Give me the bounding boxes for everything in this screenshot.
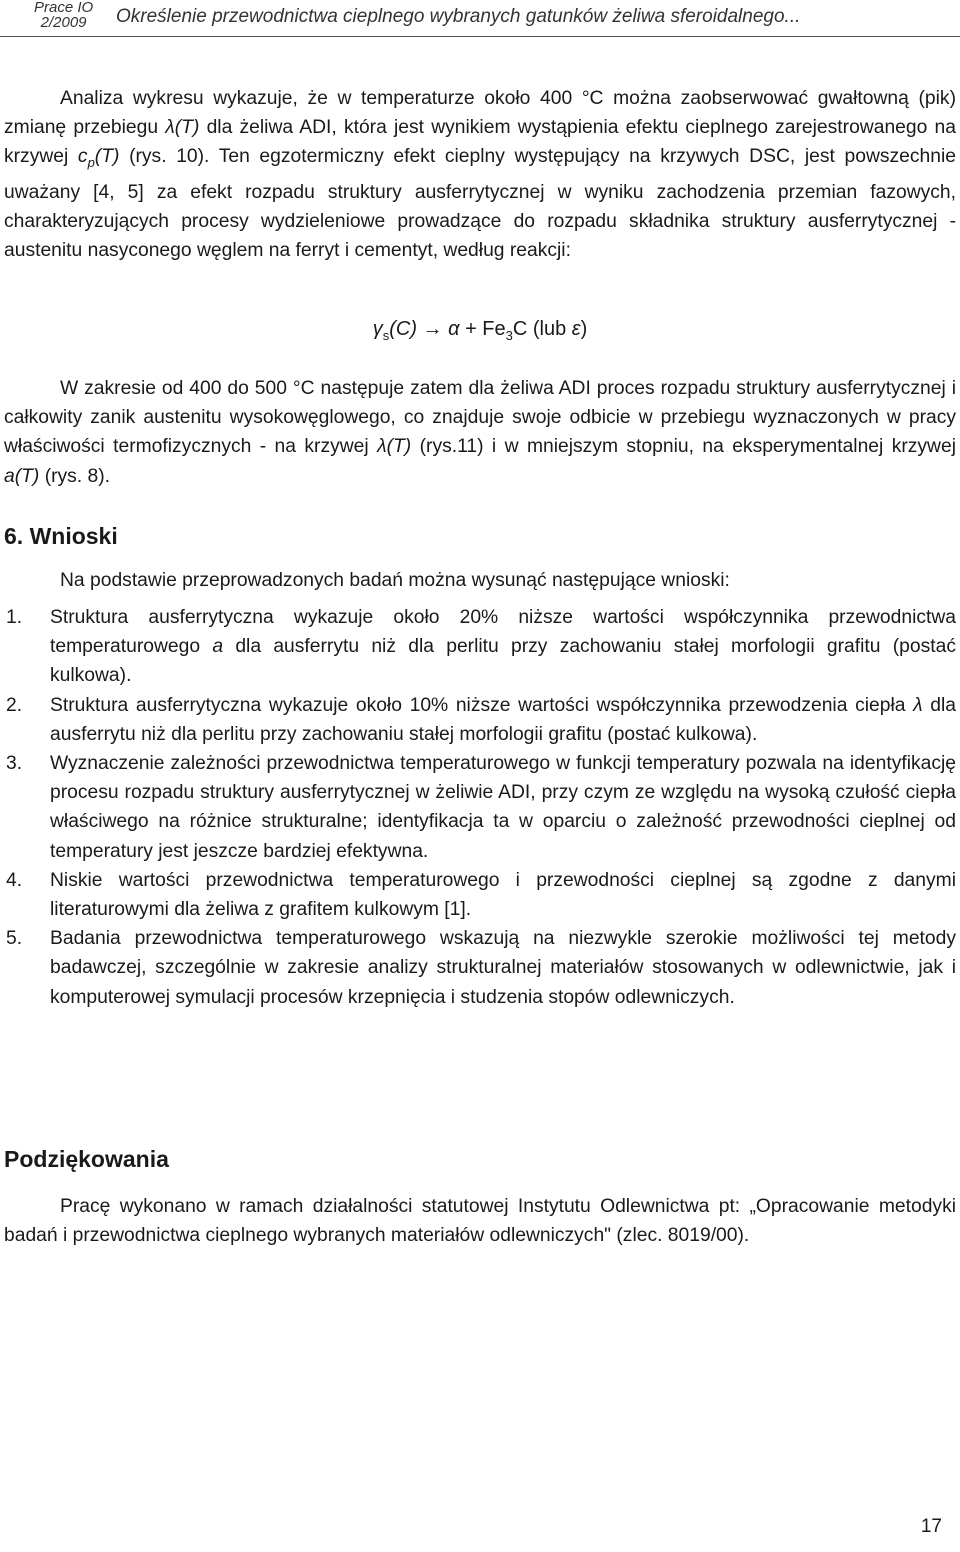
text-run: Struktura ausferrytyczna wykazuje około 20% niższe wartości współczynnika przewodnictwa temperaturowego — [50, 607, 956, 658]
acknowledgements-text: Pracę wykonano w ramach działalności statutowej Instytutu Odlewnictwa pt: „Opracowanie metodyki badań i przewodnictwa cieplnego wybranych materiałów odlewniczych" (zlec. 8019/00). — [4, 1196, 956, 1247]
list-item — [0, 691, 956, 749]
carbon-term: (C) — [389, 318, 417, 340]
text-run: dla żeliwa ADI, która jest wynikiem wystąpienia efektu cieplnego zarejestrowanego na krzywej — [4, 117, 956, 168]
cp-argument: (T) — [94, 146, 120, 168]
gamma-symbol: γ — [372, 318, 383, 340]
cp-symbol — [77, 146, 120, 171]
text-run: (rys. 8). — [39, 465, 111, 487]
page-number: 17 — [920, 1516, 942, 1537]
arrow-icon: → — [422, 318, 443, 340]
a-symbol: a — [212, 636, 224, 658]
list-number: 2. — [6, 694, 23, 716]
running-title: Określenie przewodnictwa cieplnego wybranych gatunków żeliwa sferoidalnego... — [116, 6, 801, 27]
section-heading-conclusions: 6. Wnioski — [4, 523, 118, 549]
text-run: (rys. 10). Ten egzotermiczny efekt cieplny występujący na krzywych DSC, jest powszechnie uważany [4, 5] za efekt rozpadu struktury ausferrytycznej w wyniku zachodzenia przemian fazowych, charakteryzujących procesy wydzieleniowe prowadzące do rozpadu składnika struktury ausferrytycznej - austenitu nasyconego węglem na ferryt i cementyt, według reakcji: — [4, 146, 956, 262]
lambda-symbol: λ(T) — [377, 436, 412, 458]
p-subscript: p — [87, 155, 95, 171]
three-subscript: 3 — [505, 328, 513, 343]
journal-issue: 2/2009 — [40, 14, 87, 31]
alpha-symbol: α — [448, 318, 460, 340]
text-run: (rys.11) i w mniejszym stopniu, na eksperymentalnej krzywej — [411, 436, 956, 458]
list-number: 4. — [6, 869, 23, 891]
reaction-formula — [0, 318, 960, 343]
list-item — [0, 749, 956, 866]
paragraph-analysis — [4, 84, 956, 265]
text-run: dla ausferrytu niż dla perlitu przy zachowaniu stałej morfologii grafitu (postać kulkowa). — [50, 694, 957, 745]
fe-term: + Fe — [459, 318, 506, 340]
closing-paren: ) — [580, 318, 588, 340]
section-heading-acknowledgements: Podziękowania — [4, 1146, 169, 1172]
epsilon-symbol: ε — [571, 318, 581, 340]
s-subscript: s — [382, 328, 390, 343]
list-number: 5. — [6, 928, 23, 950]
lambda-symbol: λ(T) — [165, 117, 200, 139]
a-symbol: a(T) — [4, 465, 40, 487]
header-divider — [0, 36, 960, 37]
text-run: Niskie wartości przewodnictwa temperaturowego i przewodności cieplnej są zgodne z danymi literaturowymi dla żeliwa z grafitem kulkowym [1]. — [50, 869, 956, 921]
journal-label — [34, 0, 93, 30]
conclusions-list — [0, 603, 956, 1012]
lambda-symbol: λ — [913, 694, 923, 716]
journal-name: Prace IO — [34, 0, 94, 16]
list-item — [0, 866, 956, 924]
text-run: Badania przewodnictwa temperaturowego wskazują na niezwykle szerokie możliwości tej metody badawczej, szczególnie w zakresie analizy strukturalnej materiałów stosowanych w odlewnictwie, jak i komputerowej symulacji procesów krzepnięcia i studzenia stopów odlewniczych. — [50, 928, 956, 1008]
paragraph-range — [4, 374, 956, 491]
text-run: Wyznaczenie zależności przewodnictwa temperaturowego w funkcji temperatury pozwala na identyfikację procesu rozpadu struktury ausferrytycznej w żeliwie ADI, przy czym ze względu na wysoką czułość ciepła właściwego na różnice strukturalne; identyfikacja ta w oparciu o zależność przewodności cieplnej od temperatury jest jeszcze bardziej efektywna. — [50, 753, 956, 862]
cementite-term: C (lub — [512, 318, 572, 340]
c-letter: c — [77, 146, 88, 168]
conclusions-intro: Na podstawie przeprowadzonych badań można wysunąć następujące wnioski: — [60, 570, 730, 591]
text-run: Struktura ausferrytyczna wykazuje około 10% niższe wartości współczynnika przewodzenia ciepła — [50, 694, 914, 716]
list-number: 1. — [6, 607, 23, 628]
list-item — [0, 603, 956, 691]
text-run: dla ausferrytu niż dla perlitu przy zachowaniu stałej morfologii grafitu (postać kulkowa). — [50, 636, 956, 687]
text-run: Analiza wykresu wykazuje, że w temperaturze około 400 °C można zaobserwować gwałtowną (pik) zmianę przebiegu — [4, 88, 956, 139]
list-number: 3. — [6, 753, 23, 775]
page-header — [0, 0, 960, 36]
list-item — [0, 924, 956, 1012]
text-run: W zakresie od 400 do 500 °C następuje zatem dla żeliwa ADI proces rozpadu struktury ausferrytycznej i całkowity zanik austenitu wysokowęglowego, co znajduje swoje odbicie w przebiegu wyznaczonych w pracy właściwości termofizycznych - na krzywej — [4, 378, 956, 458]
